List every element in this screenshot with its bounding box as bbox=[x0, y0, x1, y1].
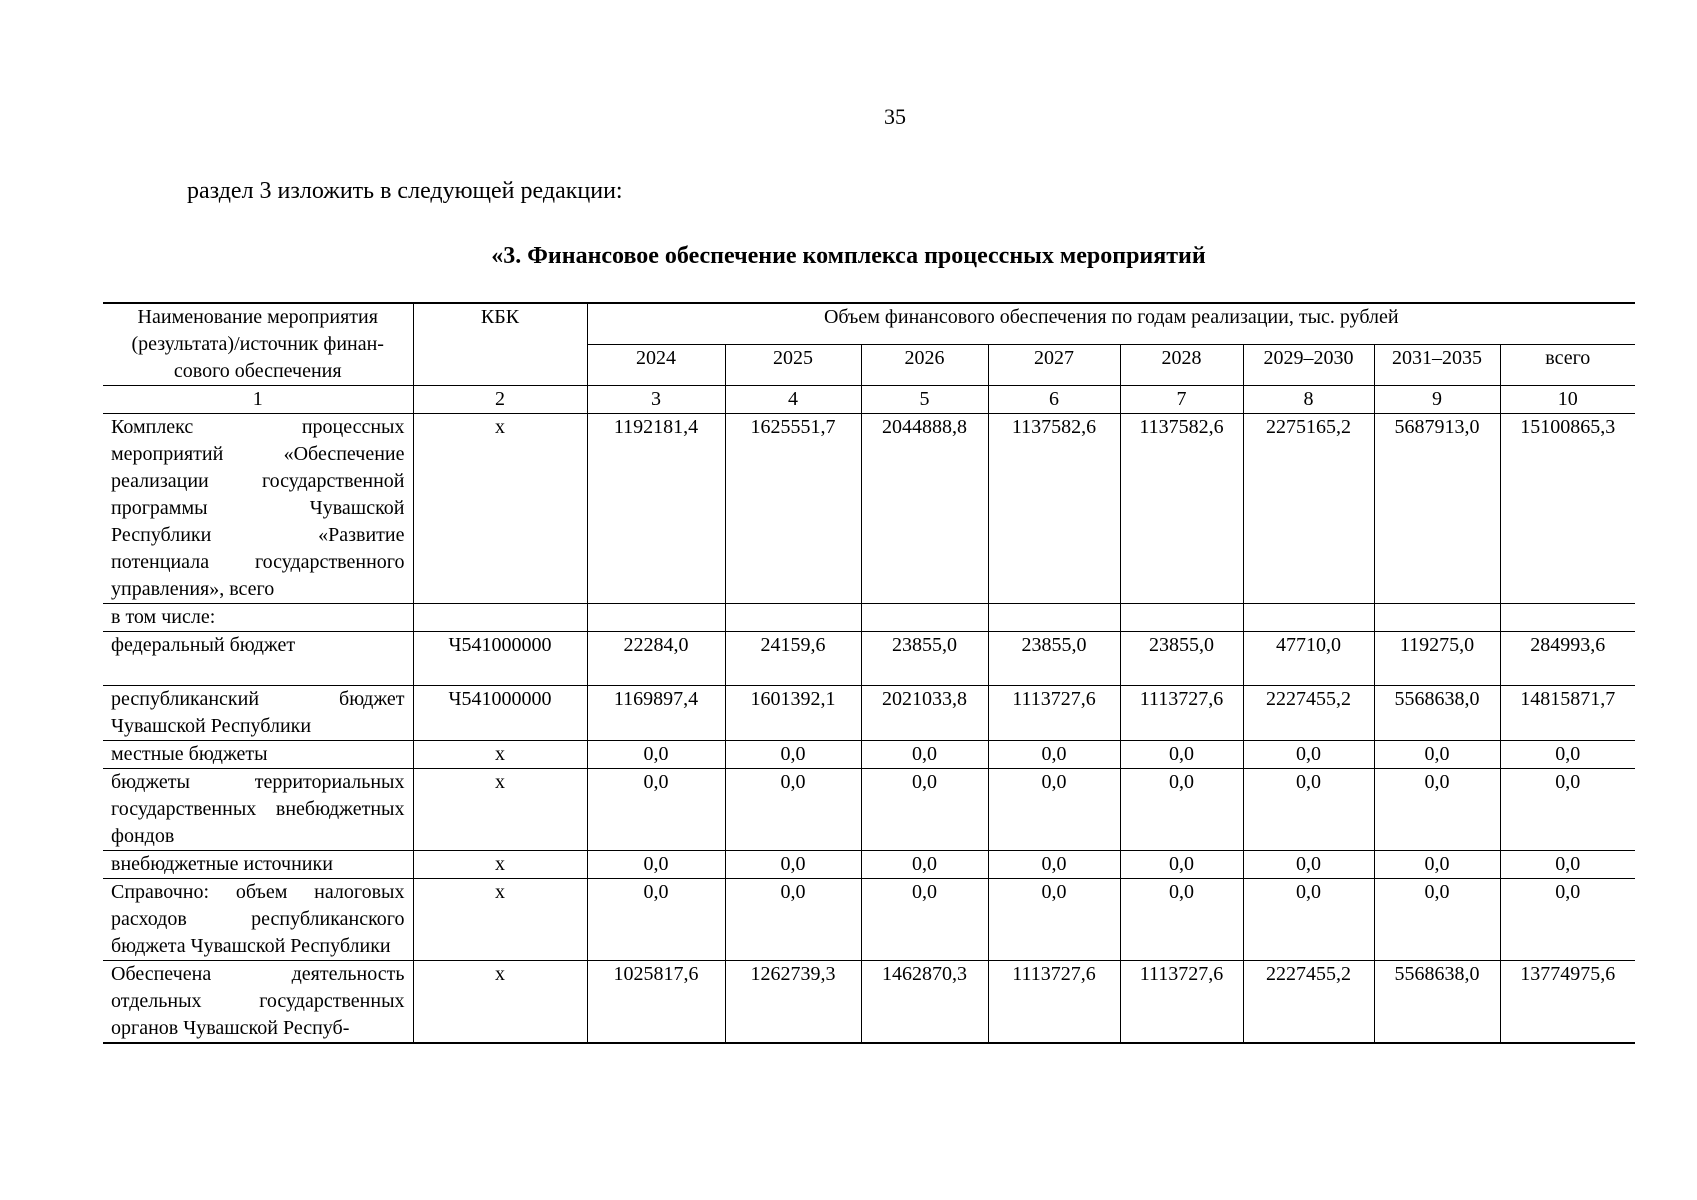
row-value: 0,0 bbox=[587, 769, 725, 851]
table-row bbox=[103, 879, 1635, 961]
row-name: местные бюджеты bbox=[103, 741, 413, 769]
row-value: 1137582,6 bbox=[988, 414, 1120, 604]
row-value: 0,0 bbox=[587, 851, 725, 879]
row-name: федеральный бюджет bbox=[103, 632, 413, 686]
row-value: 1262739,3 bbox=[725, 961, 861, 1044]
header-year: 2027 bbox=[988, 345, 1120, 386]
row-value: 1625551,7 bbox=[725, 414, 861, 604]
table-row bbox=[103, 632, 1635, 686]
row-name: республиканский бюджет Чувашской Республики bbox=[103, 686, 413, 741]
header-volume-group: Объем финансового обеспечения по годам реализации, тыс. рублей bbox=[587, 303, 1635, 345]
table-row bbox=[103, 769, 1635, 851]
row-value: 15100865,3 bbox=[1500, 414, 1635, 604]
col-number: 1 bbox=[103, 386, 413, 414]
row-kbk: Ч541000000 bbox=[413, 632, 587, 686]
row-value: 2021033,8 bbox=[861, 686, 988, 741]
row-kbk: х bbox=[413, 414, 587, 604]
row-kbk: х bbox=[413, 961, 587, 1044]
row-kbk: х bbox=[413, 769, 587, 851]
row-value bbox=[1500, 604, 1635, 632]
header-year: 2024 bbox=[587, 345, 725, 386]
row-value: 0,0 bbox=[1243, 851, 1374, 879]
row-value: 0,0 bbox=[861, 741, 988, 769]
row-name: Обеспечена деятельность отдельных государственных органов Чувашской Респуб- bbox=[103, 961, 413, 1044]
row-value: 0,0 bbox=[988, 769, 1120, 851]
col-number: 10 bbox=[1500, 386, 1635, 414]
row-value: 0,0 bbox=[1500, 741, 1635, 769]
row-value: 0,0 bbox=[1243, 741, 1374, 769]
row-value: 23855,0 bbox=[1120, 632, 1243, 686]
row-value: 0,0 bbox=[725, 741, 861, 769]
row-value: 1462870,3 bbox=[861, 961, 988, 1044]
row-value: 1192181,4 bbox=[587, 414, 725, 604]
table-row bbox=[103, 851, 1635, 879]
row-value bbox=[725, 604, 861, 632]
row-name: бюджеты территориальных государственных внебюджетных фондов bbox=[103, 769, 413, 851]
row-value bbox=[988, 604, 1120, 632]
row-value: 0,0 bbox=[1500, 769, 1635, 851]
row-value: 1025817,6 bbox=[587, 961, 725, 1044]
row-value: 2275165,2 bbox=[1243, 414, 1374, 604]
row-value: 2227455,2 bbox=[1243, 686, 1374, 741]
page-number: 35 bbox=[884, 104, 906, 129]
row-value: 0,0 bbox=[1120, 769, 1243, 851]
row-value bbox=[1243, 604, 1374, 632]
row-value: 284993,6 bbox=[1500, 632, 1635, 686]
row-kbk: х bbox=[413, 851, 587, 879]
row-value bbox=[861, 604, 988, 632]
row-value: 0,0 bbox=[1374, 769, 1500, 851]
row-value: 1113727,6 bbox=[988, 686, 1120, 741]
row-value: 0,0 bbox=[861, 769, 988, 851]
row-value: 0,0 bbox=[1500, 851, 1635, 879]
col-number: 4 bbox=[725, 386, 861, 414]
row-value bbox=[587, 604, 725, 632]
row-value: 5568638,0 bbox=[1374, 961, 1500, 1044]
row-kbk: Ч541000000 bbox=[413, 686, 587, 741]
row-value: 1169897,4 bbox=[587, 686, 725, 741]
header-year: 2028 bbox=[1120, 345, 1243, 386]
row-value: 0,0 bbox=[1500, 879, 1635, 961]
col-number: 8 bbox=[1243, 386, 1374, 414]
row-value: 1601392,1 bbox=[725, 686, 861, 741]
row-value: 119275,0 bbox=[1374, 632, 1500, 686]
row-value: 0,0 bbox=[725, 879, 861, 961]
row-value: 2227455,2 bbox=[1243, 961, 1374, 1044]
row-value bbox=[1374, 604, 1500, 632]
row-value: 0,0 bbox=[1374, 879, 1500, 961]
financing-table bbox=[103, 302, 1635, 1044]
col-number: 7 bbox=[1120, 386, 1243, 414]
row-value: 0,0 bbox=[1243, 769, 1374, 851]
row-value: 0,0 bbox=[861, 851, 988, 879]
row-name: внебюджетные источники bbox=[103, 851, 413, 879]
header-name-col: Наименование мероприятия (результата)/источник финан-сового обеспечения bbox=[103, 303, 413, 386]
row-value: 23855,0 bbox=[861, 632, 988, 686]
row-value: 47710,0 bbox=[1243, 632, 1374, 686]
row-value: 0,0 bbox=[988, 741, 1120, 769]
row-value: 0,0 bbox=[1120, 851, 1243, 879]
row-value: 0,0 bbox=[988, 879, 1120, 961]
row-value: 1113727,6 bbox=[1120, 686, 1243, 741]
header-year: 2025 bbox=[725, 345, 861, 386]
row-value: 1113727,6 bbox=[1120, 961, 1243, 1044]
header-year-total: всего bbox=[1500, 345, 1635, 386]
table-row bbox=[103, 414, 1635, 604]
intro-text: раздел 3 изложить в следующей редакции: bbox=[187, 178, 623, 204]
header-row bbox=[103, 303, 1635, 345]
row-value: 1113727,6 bbox=[988, 961, 1120, 1044]
row-value: 2044888,8 bbox=[861, 414, 988, 604]
row-name: Справочно: объем налоговых расходов республиканского бюджета Чувашской Республики bbox=[103, 879, 413, 961]
row-value: 0,0 bbox=[587, 741, 725, 769]
row-name: Комплекс процессных мероприятий «Обеспечение реализации государственной программы Чувашской Республики «Развитие потенциала государственного управления», всего bbox=[103, 414, 413, 604]
row-value: 1137582,6 bbox=[1120, 414, 1243, 604]
column-numbers-row bbox=[103, 386, 1635, 414]
table-row bbox=[103, 961, 1635, 1044]
header-year: 2026 bbox=[861, 345, 988, 386]
row-value: 0,0 bbox=[861, 879, 988, 961]
row-value: 0,0 bbox=[1374, 851, 1500, 879]
row-value: 24159,6 bbox=[725, 632, 861, 686]
col-number: 5 bbox=[861, 386, 988, 414]
row-kbk: х bbox=[413, 879, 587, 961]
row-value: 0,0 bbox=[1120, 741, 1243, 769]
row-value: 23855,0 bbox=[988, 632, 1120, 686]
row-value: 0,0 bbox=[725, 851, 861, 879]
row-value: 13774975,6 bbox=[1500, 961, 1635, 1044]
row-value: 22284,0 bbox=[587, 632, 725, 686]
row-value: 0,0 bbox=[1374, 741, 1500, 769]
row-kbk bbox=[413, 604, 587, 632]
col-number: 9 bbox=[1374, 386, 1500, 414]
row-value: 0,0 bbox=[988, 851, 1120, 879]
header-year: 2031–2035 bbox=[1374, 345, 1500, 386]
row-value: 0,0 bbox=[725, 769, 861, 851]
header-kbk-col: КБК bbox=[413, 303, 587, 386]
row-value: 0,0 bbox=[1120, 879, 1243, 961]
row-value: 0,0 bbox=[587, 879, 725, 961]
table-row bbox=[103, 741, 1635, 769]
table-row bbox=[103, 686, 1635, 741]
row-value: 14815871,7 bbox=[1500, 686, 1635, 741]
section-title: «3. Финансовое обеспечение комплекса процессных мероприятий bbox=[491, 243, 1206, 269]
row-value bbox=[1120, 604, 1243, 632]
col-number: 3 bbox=[587, 386, 725, 414]
col-number: 2 bbox=[413, 386, 587, 414]
table-row bbox=[103, 604, 1635, 632]
header-year: 2029–2030 bbox=[1243, 345, 1374, 386]
col-number: 6 bbox=[988, 386, 1120, 414]
row-name: в том числе: bbox=[103, 604, 413, 632]
row-value: 0,0 bbox=[1243, 879, 1374, 961]
row-value: 5568638,0 bbox=[1374, 686, 1500, 741]
row-value: 5687913,0 bbox=[1374, 414, 1500, 604]
row-kbk: х bbox=[413, 741, 587, 769]
